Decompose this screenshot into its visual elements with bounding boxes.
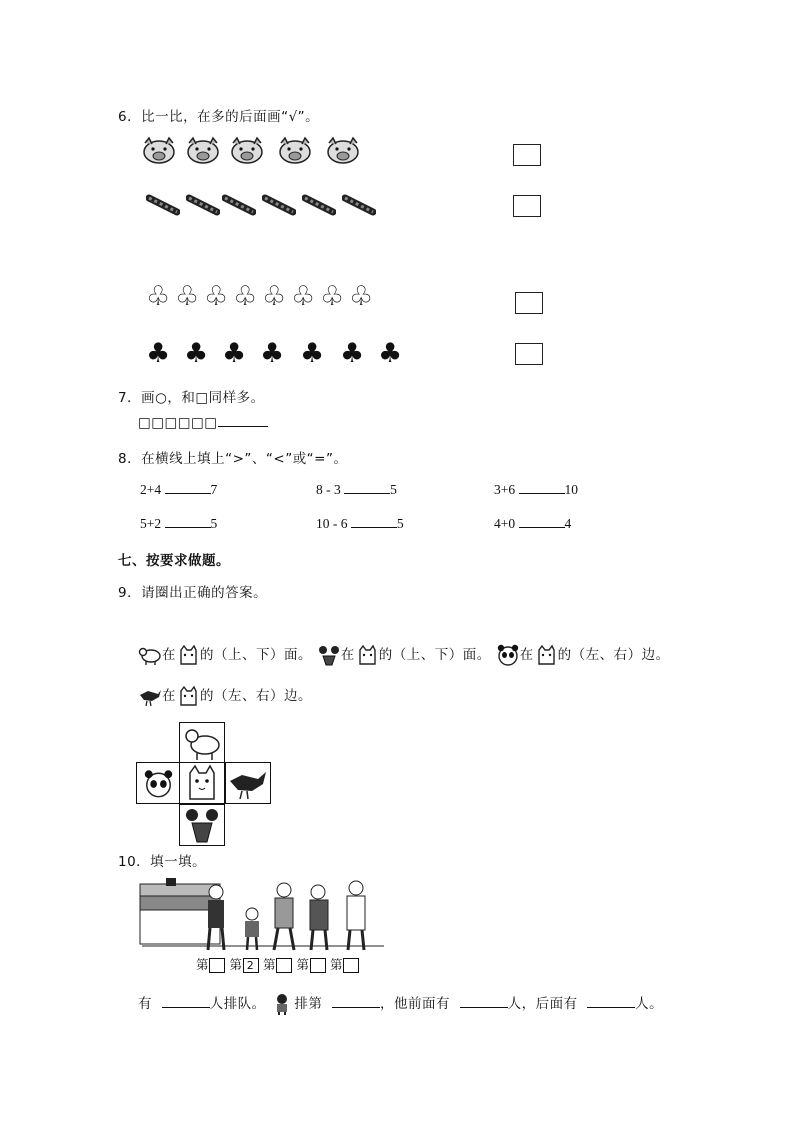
cat-icon	[180, 763, 224, 803]
q10-text: 人排队。	[209, 996, 266, 1012]
q9-text: 在	[519, 647, 534, 663]
q10-text: 有	[138, 996, 152, 1012]
pig-icon	[140, 136, 178, 166]
pig-icon	[324, 136, 362, 166]
child-icon	[270, 993, 294, 1015]
q8-value: 5	[396, 516, 404, 531]
sheep-icon	[180, 723, 224, 763]
q9-text: 的（上、下）面。	[378, 647, 491, 663]
q8-expr: 10 - 6	[316, 516, 348, 531]
q8-value: 5	[390, 482, 397, 497]
q10-answer-line[interactable]	[332, 995, 380, 1008]
panda-icon	[137, 763, 180, 803]
q8-answer-line[interactable]	[519, 515, 565, 528]
club-outline-icon: ♧	[291, 281, 316, 312]
q10-text: 人，后面有	[507, 996, 578, 1012]
q8-answer-line[interactable]	[344, 481, 390, 494]
q10-title: 10．填一填。	[118, 854, 207, 870]
q7-title: 7．画○，和□同样多。	[118, 390, 265, 406]
q8-expr: 3+6	[494, 482, 516, 497]
answer-box-pigs[interactable]	[513, 144, 541, 166]
q9-text: 的（左、右）边。	[200, 688, 312, 704]
q10-answer-line[interactable]	[587, 995, 635, 1008]
animal-cross-grid	[136, 718, 270, 842]
q8-item	[494, 515, 571, 532]
q9-line1	[138, 643, 670, 666]
q7-answer-line[interactable]	[218, 414, 268, 427]
slot-label: 第	[263, 957, 277, 972]
q8-answer-line[interactable]	[165, 481, 211, 494]
pig-icon	[228, 136, 266, 166]
bird-icon	[138, 685, 162, 707]
q8-value: 4	[564, 516, 572, 531]
grid-cell-left	[136, 762, 181, 804]
grid-cell-bottom	[179, 804, 225, 846]
panda-icon	[496, 644, 520, 666]
grid-cell-top	[179, 722, 225, 764]
q8-answer-line[interactable]	[351, 515, 397, 528]
grid-cell-right	[225, 762, 271, 804]
pig-icon	[184, 136, 222, 166]
pig-icon	[276, 136, 314, 166]
stick-icon	[302, 192, 336, 218]
answer-box-outline-clubs[interactable]	[515, 292, 543, 314]
grid-cell-center	[179, 762, 225, 804]
q8-title: 8．在横线上填上“>”、“<”或“=”。	[118, 451, 348, 467]
answer-box-sticks[interactable]	[513, 195, 541, 217]
club-outline-icon: ♧	[349, 281, 374, 312]
sheep-icon	[138, 644, 162, 666]
cat-icon	[355, 644, 379, 666]
order-slot-2[interactable]: 2	[243, 958, 259, 973]
q7-row	[138, 414, 268, 431]
slot-label: 第	[330, 957, 344, 972]
q8-item	[140, 481, 217, 498]
q8-expr: 4+0	[494, 516, 516, 531]
club-filled-icon: ♣	[146, 338, 171, 369]
slot-label: 第	[196, 957, 210, 972]
mouse-icon	[180, 805, 224, 845]
q10-answer-line[interactable]	[162, 995, 210, 1008]
q9-text: 在	[340, 647, 355, 663]
mouse-icon	[317, 644, 341, 666]
bird-icon	[226, 763, 270, 803]
slot-label: 第	[229, 957, 243, 972]
stick-icon	[146, 192, 180, 218]
q8-item	[494, 481, 578, 498]
q8-value: 5	[210, 516, 218, 531]
club-filled-icon: ♣	[340, 338, 365, 369]
club-filled-icon: ♣	[260, 338, 285, 369]
stick-icon	[342, 192, 376, 218]
answer-box-filled-clubs[interactable]	[515, 343, 543, 365]
club-outline-icon: ♧	[204, 281, 229, 312]
cat-icon	[176, 685, 200, 707]
q10-text: ，他前面有	[379, 996, 450, 1012]
q8-answer-line[interactable]	[165, 515, 211, 528]
order-slot-1[interactable]	[209, 958, 225, 973]
club-outline-icon: ♧	[262, 281, 287, 312]
club-outline-icon: ♧	[320, 281, 345, 312]
q10-answer-line[interactable]	[460, 995, 508, 1008]
q8-expr: 2+4	[140, 482, 162, 497]
q10-text: 人。	[635, 996, 664, 1012]
q8-item	[140, 515, 217, 532]
q8-item	[316, 515, 404, 532]
club-filled-icon: ♣	[378, 338, 403, 369]
club-outline-icon: ♧	[175, 281, 200, 312]
q8-value: 10	[564, 482, 578, 497]
q9-title: 9．请圈出正确的答案。	[118, 585, 268, 601]
q9-line2	[138, 684, 312, 707]
q9-text: 的（上、下）面。	[200, 647, 312, 663]
q10-slots	[196, 955, 359, 973]
q8-value: 7	[210, 482, 218, 497]
q10-text: 排第	[294, 996, 323, 1012]
q7-squares: □□□□□□	[138, 415, 218, 431]
q9-text: 在	[162, 688, 176, 704]
stick-icon	[222, 192, 256, 218]
cat-icon	[176, 644, 200, 666]
order-slot-3[interactable]	[276, 958, 292, 973]
q9-text: 在	[162, 647, 176, 663]
stick-icon	[186, 192, 220, 218]
cat-icon	[534, 644, 558, 666]
q10-line	[138, 992, 663, 1015]
club-outline-icon: ♧	[146, 281, 171, 312]
slot-label: 第	[296, 957, 310, 972]
q6-title: 6．比一比，在多的后面画“√”。	[118, 109, 320, 125]
club-filled-icon: ♣	[300, 338, 325, 369]
q6-figure	[136, 128, 548, 370]
club-outline-icon: ♧	[233, 281, 258, 312]
q8-answer-line[interactable]	[519, 481, 565, 494]
q9-text: 的（左、右）边。	[557, 647, 670, 663]
order-slot-4[interactable]	[310, 958, 326, 973]
q8-expr: 8 - 3	[316, 482, 341, 497]
club-filled-icon: ♣	[222, 338, 247, 369]
q8-expr: 5+2	[140, 516, 162, 531]
order-slot-5[interactable]	[343, 958, 359, 973]
stick-icon	[262, 192, 296, 218]
section7-title: 七、按要求做题。	[118, 553, 230, 569]
club-filled-icon: ♣	[184, 338, 209, 369]
q8-item	[316, 481, 397, 498]
